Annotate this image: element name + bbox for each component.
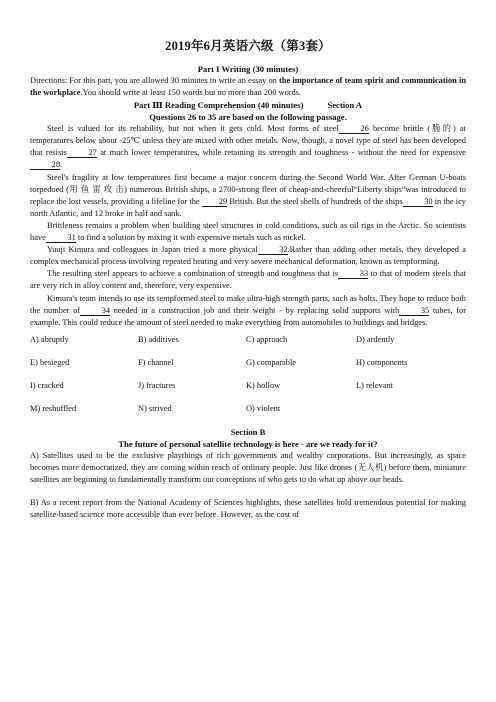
option-c: C) approach [246,334,288,344]
section-b-paragraph-b: B) As a recent report from the National Academy of Sciences highlights, these satellites hold tremendous potential for making satellite-based science more accessible than ever before. However, as the cost of [30,498,466,520]
options-row-2 [30,357,466,369]
passage-paragraph-5 [30,268,466,292]
passage-text: .Rather than adding other metals, they developed a complex mechanical process involving repeated heating and very severe mechanical deformation, known as tempforming. [30,245,466,267]
section-b-title: The future of personal satellite technology is here - are we ready for it? [118,438,378,449]
passage-text: at much lower temperatures, while retaining its strength and toughness - without the need for expensive [96,148,466,158]
passage-paragraph-4 [30,244,466,268]
blank-29: 29 [202,197,227,207]
option-f: F) channel [138,357,174,367]
passage-text: . [60,160,63,170]
directions-text-a: Directions: For this part, you are allowed 30 minutes to write an essay on [30,76,280,85]
option-h: H) components [356,357,408,367]
questions-instruction: Questions 26 to 35 are based on the following passage. [149,112,347,123]
options-row-3 [30,380,466,392]
blank-31: 31 [46,233,76,243]
part3-title: Part Ⅲ Reading Comprehension (40 minutes) [133,100,304,111]
passage-text: Yuuji Kimura and colleagues in Japan tried a more physical [47,245,258,255]
blank-32: 32 [258,245,288,255]
blank-33: 33 [338,269,368,279]
blank-35: 35 [399,306,429,316]
passage-text: British. But the steel shells of hundreds of the ships [227,196,403,206]
section-b-heading: Section B [230,426,266,437]
option-n: N) strived [138,403,172,413]
directions-text-c: .You should write at least 150 words but no more than 200 words. [80,88,302,98]
passage-text: to that of modern steels that are very rich in alloy content and, therefore, very expensive. [30,269,466,291]
essay-topic: the importance of team spirit and communication in the workplace [30,76,466,98]
option-d: D) ardently [356,334,395,344]
option-g: G) comparable [246,357,296,367]
section-b-paragraph-a: A) Satellites used to be the exclusive playthings of rich governments and wealthy corporations. But increasingly, as space becomes more democratized, they are coming within reach of ordinary people. Just like drones (无人机) before them, miniature satellites are beginning to fundamentally transform our conceptions of who gets to do what up above our heads. [30,450,466,484]
options-row-4 [30,403,466,415]
passage-paragraph-3 [30,220,466,244]
passage-text: in the icy north Atlantic, and 12 broke in half and sank. [30,196,466,218]
passage-text: to find a solution by mixing it with expensive metals such as nickel. [75,233,306,243]
document-title: 2019年6月英语六级（第3套） [165,39,331,53]
option-a: A) abruptly [30,334,69,344]
option-b: B) additives [138,334,179,344]
option-m: M) reshuffled [30,403,77,413]
passage-text: tubes, for example. This could reduce the amount of steel needed to make everything from automobiles to buildings and bridges. [30,305,467,327]
option-i: I) cracked [30,380,64,390]
passage-text: Steel's fragility at low temperatures first became a major concern during the Second World War. After German U-boats torpedoed (用 鱼 雷 攻 击) numerous British ships, a 2700-strong fleet of cheap-and-cheerful“Liberty ships”was introduced to replace the lost vessels, providing a lifeline for the [30,172,466,206]
section-a-label: Section A [327,100,363,111]
passage-paragraph-1 [30,123,466,171]
option-k: K) hollow [246,380,281,390]
part1-heading: Part I Writing (30 minutes) [197,64,299,74]
passage-text: Brittleness remains a problem when building steel structures in cold conditions, such as oil rigs in the Arctic. So scientists have [30,220,466,243]
blank-26: 26 [339,124,369,134]
option-o: O) violent [246,403,281,413]
option-l: L) relevant [356,380,393,390]
option-e: E) besieged [30,357,70,367]
passage-paragraph-2 [30,172,466,220]
blank-27: 27 [67,148,97,158]
options-row-1 [30,334,466,346]
part3-heading [30,99,466,111]
blank-30: 30 [403,197,433,207]
part1-directions [30,75,466,99]
blank-34: 34 [80,306,110,316]
passage-text: Steel is valued for its reliability, but not when it gets cold. Most forms of steel [47,124,339,134]
passage-text: become brittle (脆的) at temperatures below about -25℃ unless they are mixed with other metals. Now, though, a novel type of steel has been developed that resists [30,124,466,158]
option-j: J) fractures [138,380,176,390]
passage-text: The resulting steel appears to achieve a combination of strength and toughness that is [47,269,339,279]
blank-28: 28 [30,160,60,170]
passage-paragraph-6 [30,293,466,329]
passage-text: Kimura's team intends to use its tempformed steel to make ultra-high strength parts, such as bolts. They hope to reduce both the number of [30,293,466,315]
passage-text: needed in a construction job and their weight - by replacing solid supports with [110,305,400,315]
